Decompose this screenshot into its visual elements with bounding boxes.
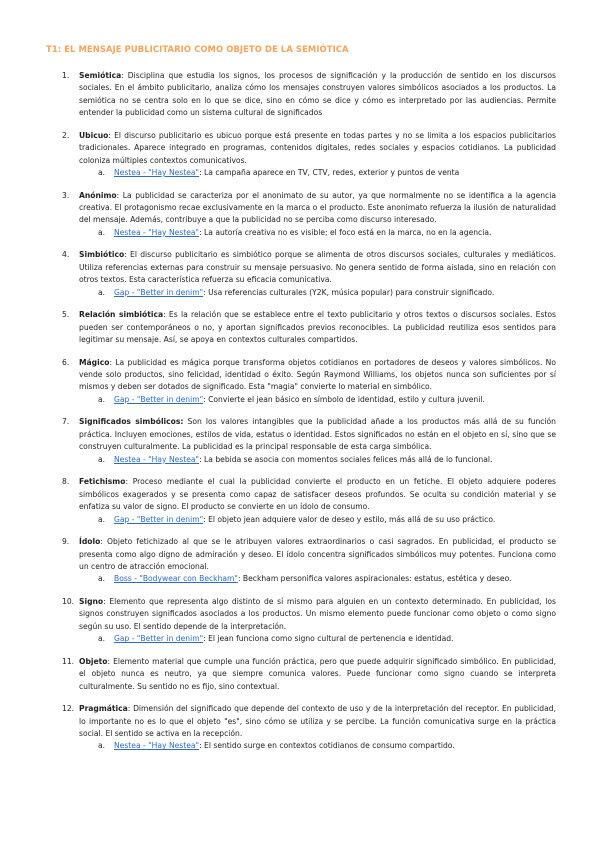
example-link[interactable]: Boss - "Bodywear con Beckham" (114, 574, 238, 584)
item-term: Anónimo (79, 190, 117, 200)
item-definition: : Proceso mediante el cual la publicidad convierte el producto en un fetiche. El objeto adquiere poderes simbólicos exagerados y se presenta como capaz de satisfacer deseos profundos. Se oculta su condición material y se enfatiza su valor de signo. El producto se convierte en un ídolo de consumo. (79, 477, 556, 512)
item-term: Semiótica (79, 71, 122, 80)
list-item (46, 416, 556, 466)
item-number: 5. (62, 310, 70, 320)
item-definition: : Es la relación que se establece entre el texto publicitario y otros textos o discursos sociales. Estos pueden ser contemporáneos o no, y aportan significados previos reconocibles. La publicidad reutiliza esos sentidos para legitimar su mensaje. Así, se apoya en contextos culturales compartidos. (79, 310, 556, 345)
subitem-letter: a. (98, 634, 106, 644)
list-item (46, 596, 556, 646)
example-description: : La campaña aparece en TV, CTV, redes, exterior y puntos de venta (199, 168, 460, 178)
item-definition: : La publicidad es mágica porque transforma objetos cotidianos en portadores de deseos y valores simbólicos. No vende solo productos, sino felicidad, identidad o éxito. Según Raymond Williams, los objetos nunca son suficientes por sí mismos y deben ser dotados de significado. Esta "magia" convierte lo material en simbólico. (79, 357, 556, 392)
example-description: : Beckham personifica valores aspiracionales: estatus, estética y deseo. (237, 574, 512, 584)
list-item (46, 656, 556, 693)
item-definition: : Disciplina que estudia los signos, los procesos de significación y la producción de sentido en los discursos sociales. En el ámbito publicitario, analiza cómo los mensajes construyen valores simbólicos asociados a los productos. La semiótica no se centra solo en lo que se dice, sino en cómo se dice y cómo es interpretado por las audiencias. Permite entender la publicidad como un sistema cultural de significados (79, 71, 556, 118)
numbered-list (46, 70, 556, 753)
example-description: : El objeto jean adquiere valor de deseo y estilo, más allá de su uso práctico. (203, 514, 496, 524)
example-link[interactable]: Nestea - "Hay Nestea" (114, 741, 200, 751)
example-link[interactable]: Gap - "Better in denim" (114, 634, 204, 644)
item-definition: : Objeto fetichizado al que se le atribuyen valores extraordinarios o casi sagrados. En publicidad, el producto se presenta como algo digno de admiración y deseo. El ídolo concentra significados simbólicos muy potentes. Funciona como un centro de atracción emocional. (79, 537, 556, 571)
example-description: : La autoría creativa no es visible; el foco está en la marca, no en la agencia. (199, 227, 492, 237)
page-title: T1: EL MENSAJE PUBLICITARIO COMO OBJETO DE LA SEMIÓTICA (46, 44, 349, 54)
item-term: Fetichismo (79, 477, 126, 487)
item-number: 9. (62, 537, 70, 547)
subitem-letter: a. (98, 227, 106, 237)
item-definition: Son los valores intangibles que la publicidad añade a los productos más allá de su función práctica. Incluyen emociones, estilos de vida, estatus o identidad. Estos significados no están en el objeto en sí, sino que se construyen culturalmente. La publicidad es la principal responsable de esta carga simbólica. (79, 417, 556, 452)
item-term: Mágico (79, 357, 110, 367)
list-item (46, 70, 556, 120)
item-number: 6. (62, 357, 70, 367)
example-subitem (79, 167, 556, 179)
item-definition: : El discurso publicitario es simbiótico porque se alimenta de otros discursos sociales, culturales y mediáticos. Utiliza referencias externas para construir su mensaje persuasivo. No genera sentido de forma aislada, sino en relación con otros textos. Esta característica refuerza su eficacia comunicativa. (79, 250, 556, 285)
subitem-letter: a. (98, 574, 106, 584)
list-item (46, 476, 556, 526)
example-subitem (79, 227, 556, 239)
item-term: Significados simbólicos: (79, 417, 184, 427)
example-subitem (79, 740, 556, 752)
item-term: Signo (79, 596, 104, 606)
list-item (46, 536, 556, 586)
example-subitem (79, 573, 556, 585)
item-definition: : Dimensión del significado que depende del contexto de uso y de la interpretación del receptor. En publicidad, lo importante no es lo que el objeto "es", sino cómo se utiliza y se percibe. La función comunicativa surge en la práctica social. El sentido se activa en la recepción. (79, 704, 556, 738)
example-description: : Convierte el jean básico en símbolo de identidad, estilo y cultura juvenil. (203, 394, 485, 404)
example-subitem (79, 287, 556, 299)
list-item (46, 190, 556, 240)
item-definition: : El discurso publicitario es ubicuo porque está presente en todas partes y no se limita a los espacios publicitarios tradicionales. Aparece integrado en programas, contenidos digitales, redes sociales y espacios cotidianos. La publicidad coloniza múltiples contextos comunicativos. (79, 130, 556, 165)
list-item (46, 357, 556, 407)
list-item (46, 309, 556, 346)
example-link[interactable]: Gap - "Better in denim" (114, 287, 204, 297)
subitem-letter: a. (98, 454, 106, 464)
example-link[interactable]: Nestea - "Hay Nestea" (114, 227, 200, 237)
item-term: Ubicuo (79, 130, 109, 140)
subitem-letter: a. (98, 394, 106, 404)
item-term: Relación simbiótica (79, 310, 164, 320)
subitem-letter: a. (98, 741, 106, 751)
list-item (46, 249, 556, 299)
item-number: 4. (62, 250, 70, 260)
subitem-letter: a. (98, 514, 106, 524)
item-term: Simbiótico (79, 250, 125, 260)
item-term: Objeto (79, 656, 108, 666)
example-link[interactable]: Nestea - "Hay Nestea" (114, 454, 200, 464)
example-description: : La bebida se asocia con momentos sociales felices más allá de lo funcional. (199, 454, 493, 464)
item-definition: : La publicidad se caracteriza por el anonimato de su autor, ya que normalmente no se identifica a la agencia creativa. El protagonismo recae exclusivamente en la marca o el producto. Este anonimato refuerza la ilusión de naturalidad del mensaje. Además, contribuye a que la publicidad no se perciba como discurso interesado. (79, 190, 556, 225)
item-definition: : Elemento material que cumple una función práctica, pero que puede adquirir significado simbólico. En publicidad, el objeto nunca es neutro, ya que siempre comunica valores. Puede funcionar como signo cuando se interpreta culturalmente. Su sentido no es fijo, sino contextual. (79, 656, 556, 691)
item-number: 12. (62, 704, 75, 714)
item-term: Pragmática (79, 704, 128, 714)
example-subitem (79, 394, 556, 406)
list-item (46, 703, 556, 753)
list-item (46, 130, 556, 180)
example-subitem (79, 454, 556, 466)
example-subitem (79, 514, 556, 526)
item-number: 8. (62, 477, 70, 487)
example-description: : Usa referencias culturales (Y2K, música popular) para construir significado. (203, 287, 495, 297)
subitem-letter: a. (98, 287, 106, 297)
item-definition: : Elemento que representa algo distinto de sí mismo para alguien en un contexto determinado. En publicidad, los signos construyen significados asociados a los productos. Un mismo elemento puede funcionar como objeto o como signo según su uso. El sentido depende de la interpretación. (79, 596, 556, 631)
example-link[interactable]: Gap - "Better in denim" (114, 514, 204, 524)
item-number: 10. (62, 596, 75, 606)
item-term: Ídolo (79, 537, 101, 547)
subitem-letter: a. (98, 168, 106, 178)
example-description: : El jean funciona como signo cultural de pertenencia e identidad. (203, 634, 454, 644)
example-subitem (79, 633, 556, 645)
example-link[interactable]: Nestea - "Hay Nestea" (114, 168, 200, 178)
item-number: 2. (62, 130, 70, 140)
item-number: 1. (62, 71, 70, 80)
example-link[interactable]: Gap - "Better in denim" (114, 394, 204, 404)
item-number: 3. (62, 190, 70, 200)
example-description: : El sentido surge en contextos cotidianos de consumo compartido. (199, 741, 455, 751)
item-number: 7. (62, 417, 70, 427)
item-number: 11. (62, 656, 75, 666)
